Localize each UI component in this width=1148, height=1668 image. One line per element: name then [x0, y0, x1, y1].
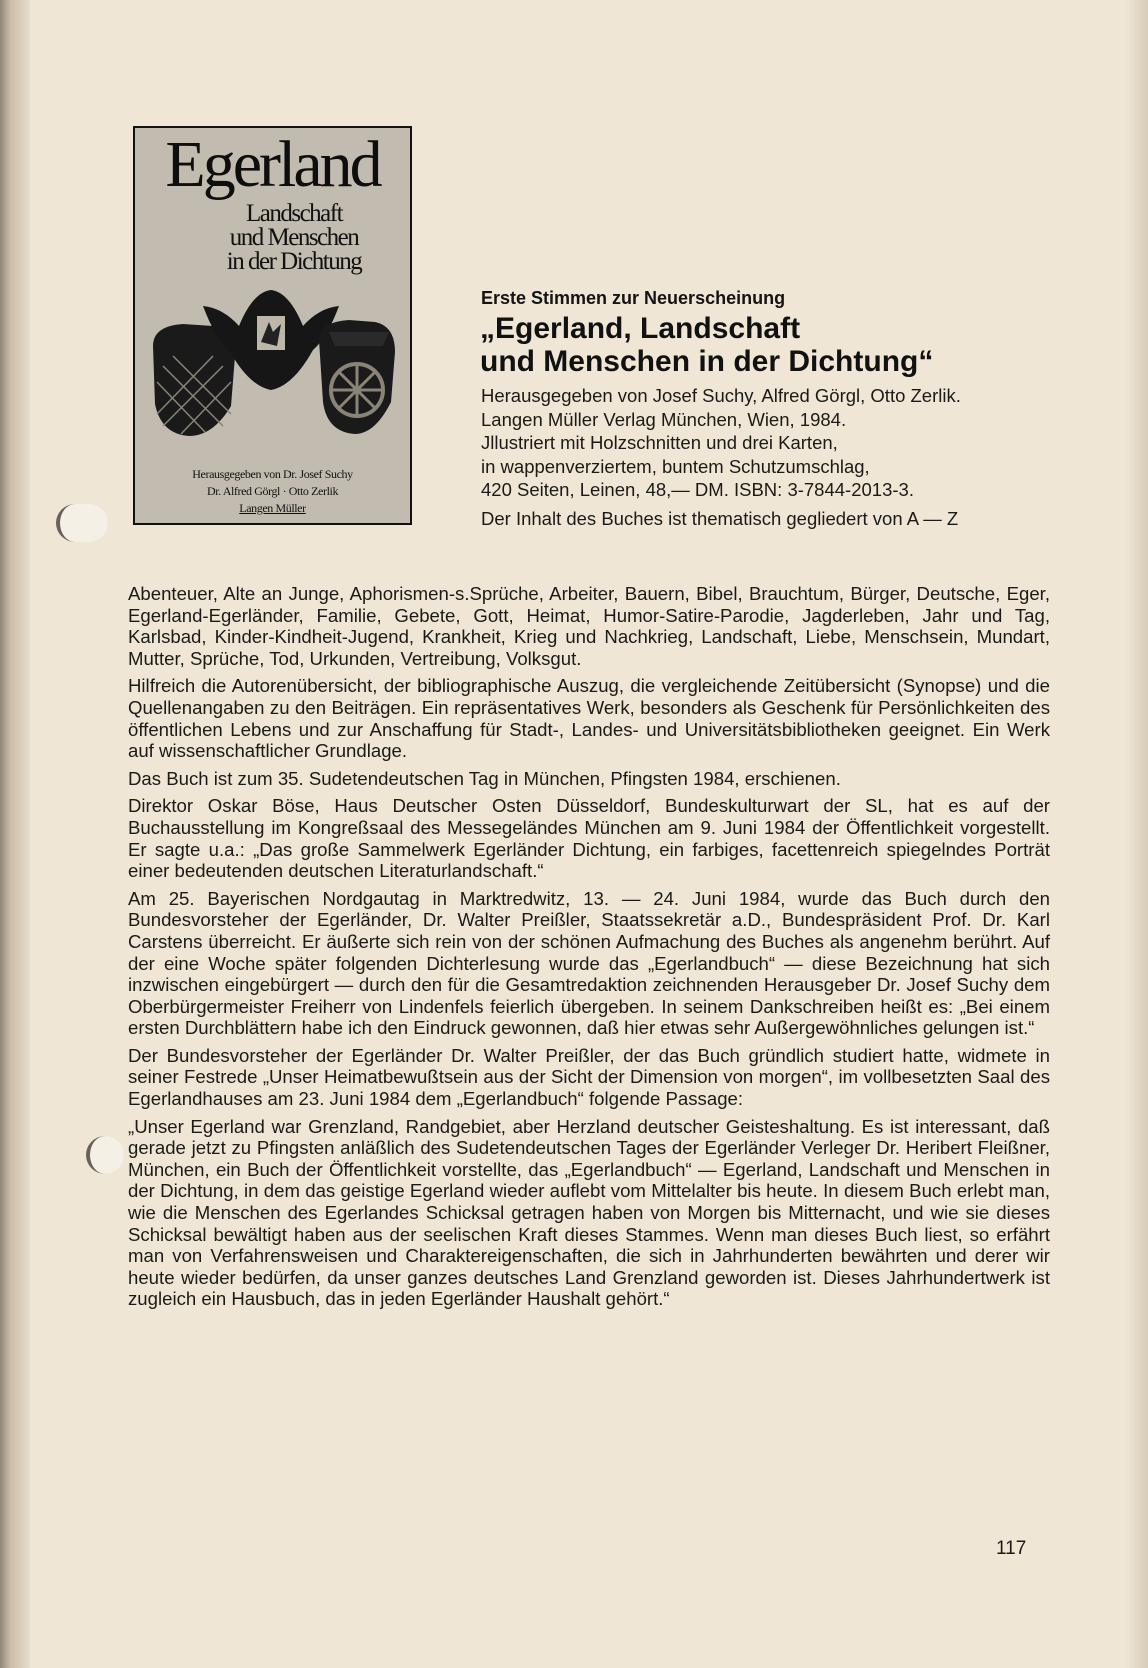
- cover-title: Egerland: [165, 128, 380, 201]
- cover-subtitle-line: und Menschen: [229, 224, 359, 251]
- paragraph: Hilfreich die Autorenübersicht, der bibliographische Auszug, die vergleichende Zeitübersicht (Synopse) und die Quellenangaben zu den Beiträgen. Ein repräsentatives Werk, besonders als Geschenk für Persönlichkeiten des öffentlichen Lebens und zur Anschaffung für Stadt-, Landes- und Universitätsbibliotheken geeignet. Ein Werk auf wissenschaftlicher Grundlage.: [128, 675, 1050, 762]
- headline-line: „Egerland, Landschaft: [480, 312, 801, 345]
- article-headline: [480, 312, 1080, 378]
- book-info-line: Herausgegeben von Josef Suchy, Alfred Görgl, Otto Zerlik.: [481, 385, 961, 406]
- book-info-line: Jllustriert mit Holzschnitten und drei Karten,: [481, 432, 838, 453]
- book-info-line: Der Inhalt des Buches ist thematisch gegliedert von A — Z: [481, 507, 959, 529]
- paragraph: Direktor Oskar Böse, Haus Deutscher Osten Düsseldorf, Bundeskulturwart der SL, hat es auf der Buchausstellung im Kongreßsaal des Messegeländes München am 9. Juni 1984 der Öffentlichkeit vorgestellt. Er sagte u.a.: „Das große Sammelwerk Egerländer Dichtung, ein farbiges, facettenreich spiegelndes Porträt einer bedeutenden deutschen Literaturlandschaft.“: [128, 795, 1050, 882]
- paragraph-quote: „Unser Egerland war Grenzland, Randgebiet, aber Herzland deutscher Geisteshaltung. Es ist interessant, daß gerade jetzt zu Pfingsten anläßlich des Sudetendeutschen Tages der Egerländer Verleger Dr. Heribert Fleißner, München, ein Buch der Öffentlichkeit vorstellte, das „Egerlandbuch“ — Egerland, Landschaft und Menschen in der Dichtung, in dem das geistige Egerland wieder auflebt vom Mittelalter bis heute. In diesem Buch erlebt man, wie die Menschen des Egerlandes Schicksal getragen haben von Morgen bis Mitternacht, und wie sie dieses Schicksal bewältigt haben aus der seelischen Kraft dieses Stammes. Wenn man dieses Buch liest, so erfährt man von Verfahrensweisen und Charaktereigenschaften, die sich in Jahrhunderten bewährten und derer wir heute wieder bedürfen, da unser ganzes deutsches Land Grenzland geworden ist. Dieses Jahrhundertwerk ist zugleich ein Hausbuch, das in jeden Egerländer Haushalt gehört.“: [128, 1115, 1050, 1310]
- paragraph-topics: Abenteuer, Alte an Junge, Aphorismen-s.Sprüche, Arbeiter, Bauern, Bibel, Brauchtum, Bürger, Deutsche, Eger, Egerland-Egerländer, Familie, Gebete, Gott, Heimat, Humor-Satire-Parodie, Jagderleben, Jahr und Tag, Karlsbad, Kinder-Kindheit-Jugend, Krankheit, Krieg und Nachkrieg, Landschaft, Liebe, Menschsein, Mundart, Mutter, Sprüche, Tod, Urkunden, Vertreibung, Volksgut.: [128, 583, 1050, 669]
- page-number: 117: [996, 1538, 1027, 1559]
- page-right-edge: [1126, 0, 1148, 1668]
- book-cover-image: [133, 126, 412, 525]
- page-binding-edge: [0, 0, 30, 1668]
- paragraph: Das Buch ist zum 35. Sudetendeutschen Tag in München, Pfingsten 1984, erschienen.: [128, 767, 841, 789]
- article-kicker: Erste Stimmen zur Neuerscheinung: [481, 288, 786, 308]
- cover-editors: Herausgegeben von Dr. Josef Suchy: [192, 467, 353, 481]
- book-info-line: in wappenverziertem, buntem Schutzumschlag,: [481, 455, 870, 477]
- book-info-line: 420 Seiten, Leinen, 48,— DM. ISBN: 3-7844-2013-3.: [481, 479, 914, 500]
- book-info: [481, 384, 1081, 530]
- coat-of-arms-illustration: [143, 286, 401, 446]
- cover-publisher: Langen Müller: [239, 501, 306, 515]
- cover-editors: Dr. Alfred Görgl · Otto Zerlik: [206, 484, 339, 498]
- cover-credits: [135, 466, 410, 517]
- punch-hole: [56, 504, 108, 542]
- cover-subtitle-line: in der Dichtung: [226, 248, 362, 275]
- paragraph: Der Bundesvorsteher der Egerländer Dr. Walter Preißler, der das Buch gründlich studiert hatte, widmete in seiner Festrede „Unser Heimatbewußtsein aus der Sicht der Dimension von morgen“, im vollbesetzten Saal des Egerlandhauses am 23. Juni 1984 dem „Egerlandbuch“ folgende Passage:: [128, 1044, 1050, 1110]
- cover-subtitle-line: Landschaft: [245, 200, 343, 227]
- paragraph: Am 25. Bayerischen Nordgautag in Marktredwitz, 13. — 24. Juni 1984, wurde das Buch durch den Bundesvorsteher der Egerländer, Dr. Walter Preißler, Staatssekretär a.D., Bundespräsident Prof. Dr. Karl Carstens überreicht. Er äußerte sich rein von der schönen Aufmachung des Buches als angenehm berührt. Auf der eine Woche später folgenden Dichterlesung wurde das „Egerlandbuch“ — diese Bezeichnung hat sich inzwischen eingebürgert — durch den für die Gesamtredaktion zeichnenden Herausgeber Dr. Josef Suchy dem Oberbürgermeister Freiherr von Lindenfels feierlich übergeben. In seinem Dankschreiben heißt es: „Bei einem ersten Durchblättern habe ich den Eindruck gewonnen, daß hier etwas sehr Außergewöhnliches gelungen ist.“: [128, 887, 1050, 1039]
- headline-line: und Menschen in der Dichtung“: [480, 345, 934, 378]
- punch-hole: [86, 1136, 124, 1174]
- book-info-line: Langen Müller Verlag München, Wien, 1984.: [481, 408, 847, 430]
- cover-subtitle: [179, 202, 409, 274]
- article-body: [128, 583, 1050, 1316]
